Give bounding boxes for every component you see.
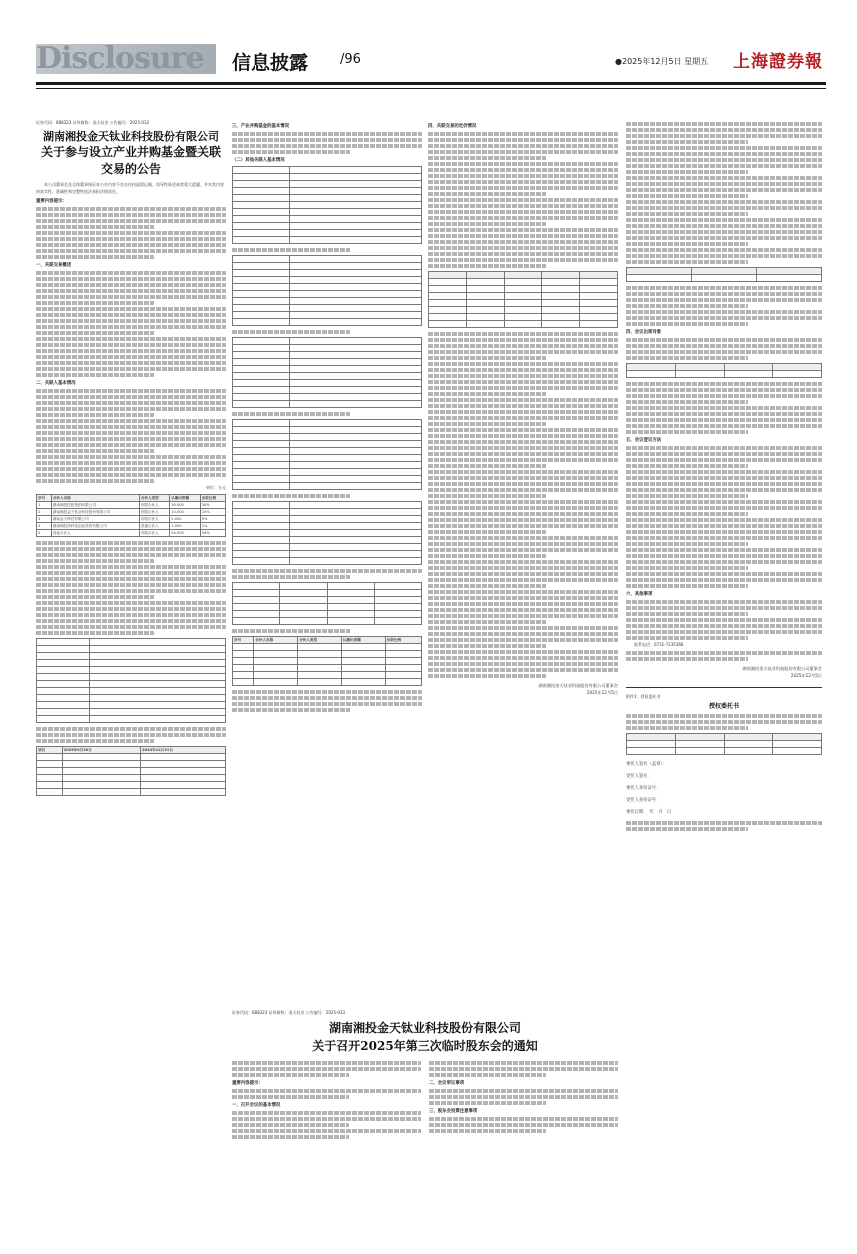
table-header-cell: 项目	[37, 747, 63, 754]
table-cell: 有限合伙人	[139, 502, 169, 509]
table-cell: 5%	[200, 516, 225, 523]
table-header-row	[37, 495, 226, 502]
section-heading: 六、其他事项	[626, 592, 653, 597]
form-title: 授权委托书	[708, 703, 739, 711]
brand-banner	[36, 41, 216, 76]
section-title: 信息披露	[232, 52, 309, 74]
table-header-cell: 序号	[233, 637, 254, 644]
section-heading: 二、关联人基本情况	[36, 381, 76, 387]
notice-heading: 三、股东会投票注意事项	[429, 1109, 478, 1114]
table-cell: 30%	[200, 502, 225, 509]
announcement-title: 关于参与设立产业并购基金暨关联交易的公告	[40, 145, 221, 176]
table-cell: 其他合伙人	[51, 530, 139, 537]
contact-phone: 联系电话：0731-7235366	[634, 642, 684, 647]
table-cell: 54,000	[170, 530, 200, 537]
notice-heading: 二、会议审议事项	[429, 1081, 465, 1086]
table-cell: 10,000	[170, 509, 200, 516]
header-rule-thin	[36, 88, 826, 89]
table-cell: 1,000	[170, 523, 200, 530]
table-header-row	[233, 637, 422, 644]
notice-left	[232, 1059, 421, 1141]
table-header-cell: 2025年9月30日	[62, 747, 141, 754]
table-header-row	[37, 747, 226, 754]
table-header-cell: 出资比例	[385, 637, 421, 644]
table-row	[37, 509, 226, 516]
section-heading: 一、关联交易概述	[36, 263, 72, 269]
table-unit: 单位：万元	[206, 485, 226, 491]
signature-date: 2025年12月5日	[586, 690, 618, 695]
table-cell: 2	[37, 509, 52, 516]
column-1	[36, 120, 226, 800]
table-cell: 1	[37, 502, 52, 509]
signature-date: 2025年12月5日	[790, 672, 822, 678]
table-header-cell: 序号	[37, 495, 52, 502]
table-row	[37, 523, 226, 530]
table-header-cell: 出资比例	[200, 495, 225, 502]
meeting-notice	[232, 1010, 618, 1141]
company-name: 湖南湘投金天钛业科技股份有限公司	[43, 130, 219, 143]
table-header-cell: 认缴出资额	[170, 495, 200, 502]
form-field: 委托人身份证号：	[626, 786, 661, 792]
table-header-cell: 合伙人类型	[139, 495, 169, 502]
table-cell: 有限合伙人	[139, 530, 169, 537]
table-header-cell: 合伙人名称	[254, 637, 298, 644]
form-field: 委托日期： 年 月 日	[626, 810, 672, 816]
financial-table	[36, 746, 226, 796]
signature-block	[626, 665, 822, 679]
divider	[626, 687, 822, 688]
signature: 湖南湘投金天钛业科技股份有限公司董事会	[538, 683, 618, 688]
table-header-cell: 2024年12月31日	[141, 747, 226, 754]
table-cell: 4	[37, 523, 52, 530]
column-3	[428, 120, 618, 696]
section-heading: 四、会议出席对象	[626, 330, 662, 335]
table-cell: 10%	[200, 509, 225, 516]
table-cell: 湖南湘投控股集团有限公司	[51, 502, 139, 509]
table-cell: 30,000	[170, 502, 200, 509]
table-cell: 湖南湘投金天钛业科技股份有限公司	[51, 509, 139, 516]
intro-text: 本公司董事会及全体董事保证本公告内容不存在任何虚假记载、误导性陈述或者重大遗漏，并对其内容的真实性、准确性和完整性依法承担法律责任。	[36, 182, 224, 194]
table-header-cell: 认缴出资额	[341, 637, 385, 644]
column-4	[626, 120, 822, 833]
partner-table-2	[232, 636, 422, 686]
notice-heading: 一、召开会议的基本情况	[232, 1103, 281, 1108]
form-field: 受托人身份证号：	[626, 798, 661, 804]
table-cell: 3	[37, 516, 52, 523]
announcement-meta: 证券代码：688323 证券简称：金天钛业 公告编号：2025-032	[36, 120, 150, 125]
section-label: （二）其他关联人基本情况	[232, 158, 285, 163]
section-heading: 四、关联交易的定价情况	[428, 124, 477, 129]
important-label: 重要内容提示：	[232, 1081, 263, 1086]
brand-wordmark: Disclosure	[36, 41, 204, 76]
section-heading: 五、会议登记方法	[626, 438, 662, 443]
table-row	[37, 530, 226, 537]
table-header-cell: 合伙人名称	[51, 495, 139, 502]
announcement-title: 关于召开2025年第三次临时股东会的通知	[312, 1039, 538, 1053]
table-cell: 5	[37, 530, 52, 537]
table-cell: 湖南湘投高科技创业投资有限公司	[51, 523, 139, 530]
form-field: 委托人签名（盖章）：	[626, 762, 667, 768]
notice-right	[429, 1059, 618, 1141]
signature: 湖南湘投金天钛业科技股份有限公司董事会	[742, 665, 822, 671]
table-row	[37, 516, 226, 523]
table-header-cell: 合伙人类型	[298, 637, 342, 644]
table-cell: 1%	[200, 523, 225, 530]
header-rule	[36, 82, 826, 85]
table-cell: 普通合伙人	[139, 523, 169, 530]
table-cell: 54%	[200, 530, 225, 537]
issue-date: ●2025年12月5日 星期五	[615, 57, 709, 66]
important-label: 重要内容提示：	[36, 199, 67, 205]
page-number: /96	[340, 52, 361, 67]
table-cell: 有限合伙人	[139, 509, 169, 516]
newspaper-logo: 上海證券報	[733, 52, 823, 72]
form-field: 受托人签名：	[626, 774, 652, 780]
partner-table	[36, 494, 226, 537]
table-row	[37, 502, 226, 509]
table-cell: 5,000	[170, 516, 200, 523]
signature-block	[428, 682, 618, 696]
attachment-label: 附件1：授权委托书	[626, 693, 661, 699]
announcement-meta: 证券代码：688323 证券简称：金天钛业 公告编号：2025-033	[232, 1010, 346, 1015]
section-heading: 三、产业并购基金的基本情况	[232, 124, 290, 129]
company-name: 湖南湘投金天钛业科技股份有限公司	[328, 1021, 521, 1035]
masthead	[0, 0, 857, 100]
info-table	[36, 638, 226, 723]
column-2	[232, 120, 422, 714]
table-cell: 湖南金天科技有限公司	[51, 516, 139, 523]
table-cell: 有限合伙人	[139, 516, 169, 523]
